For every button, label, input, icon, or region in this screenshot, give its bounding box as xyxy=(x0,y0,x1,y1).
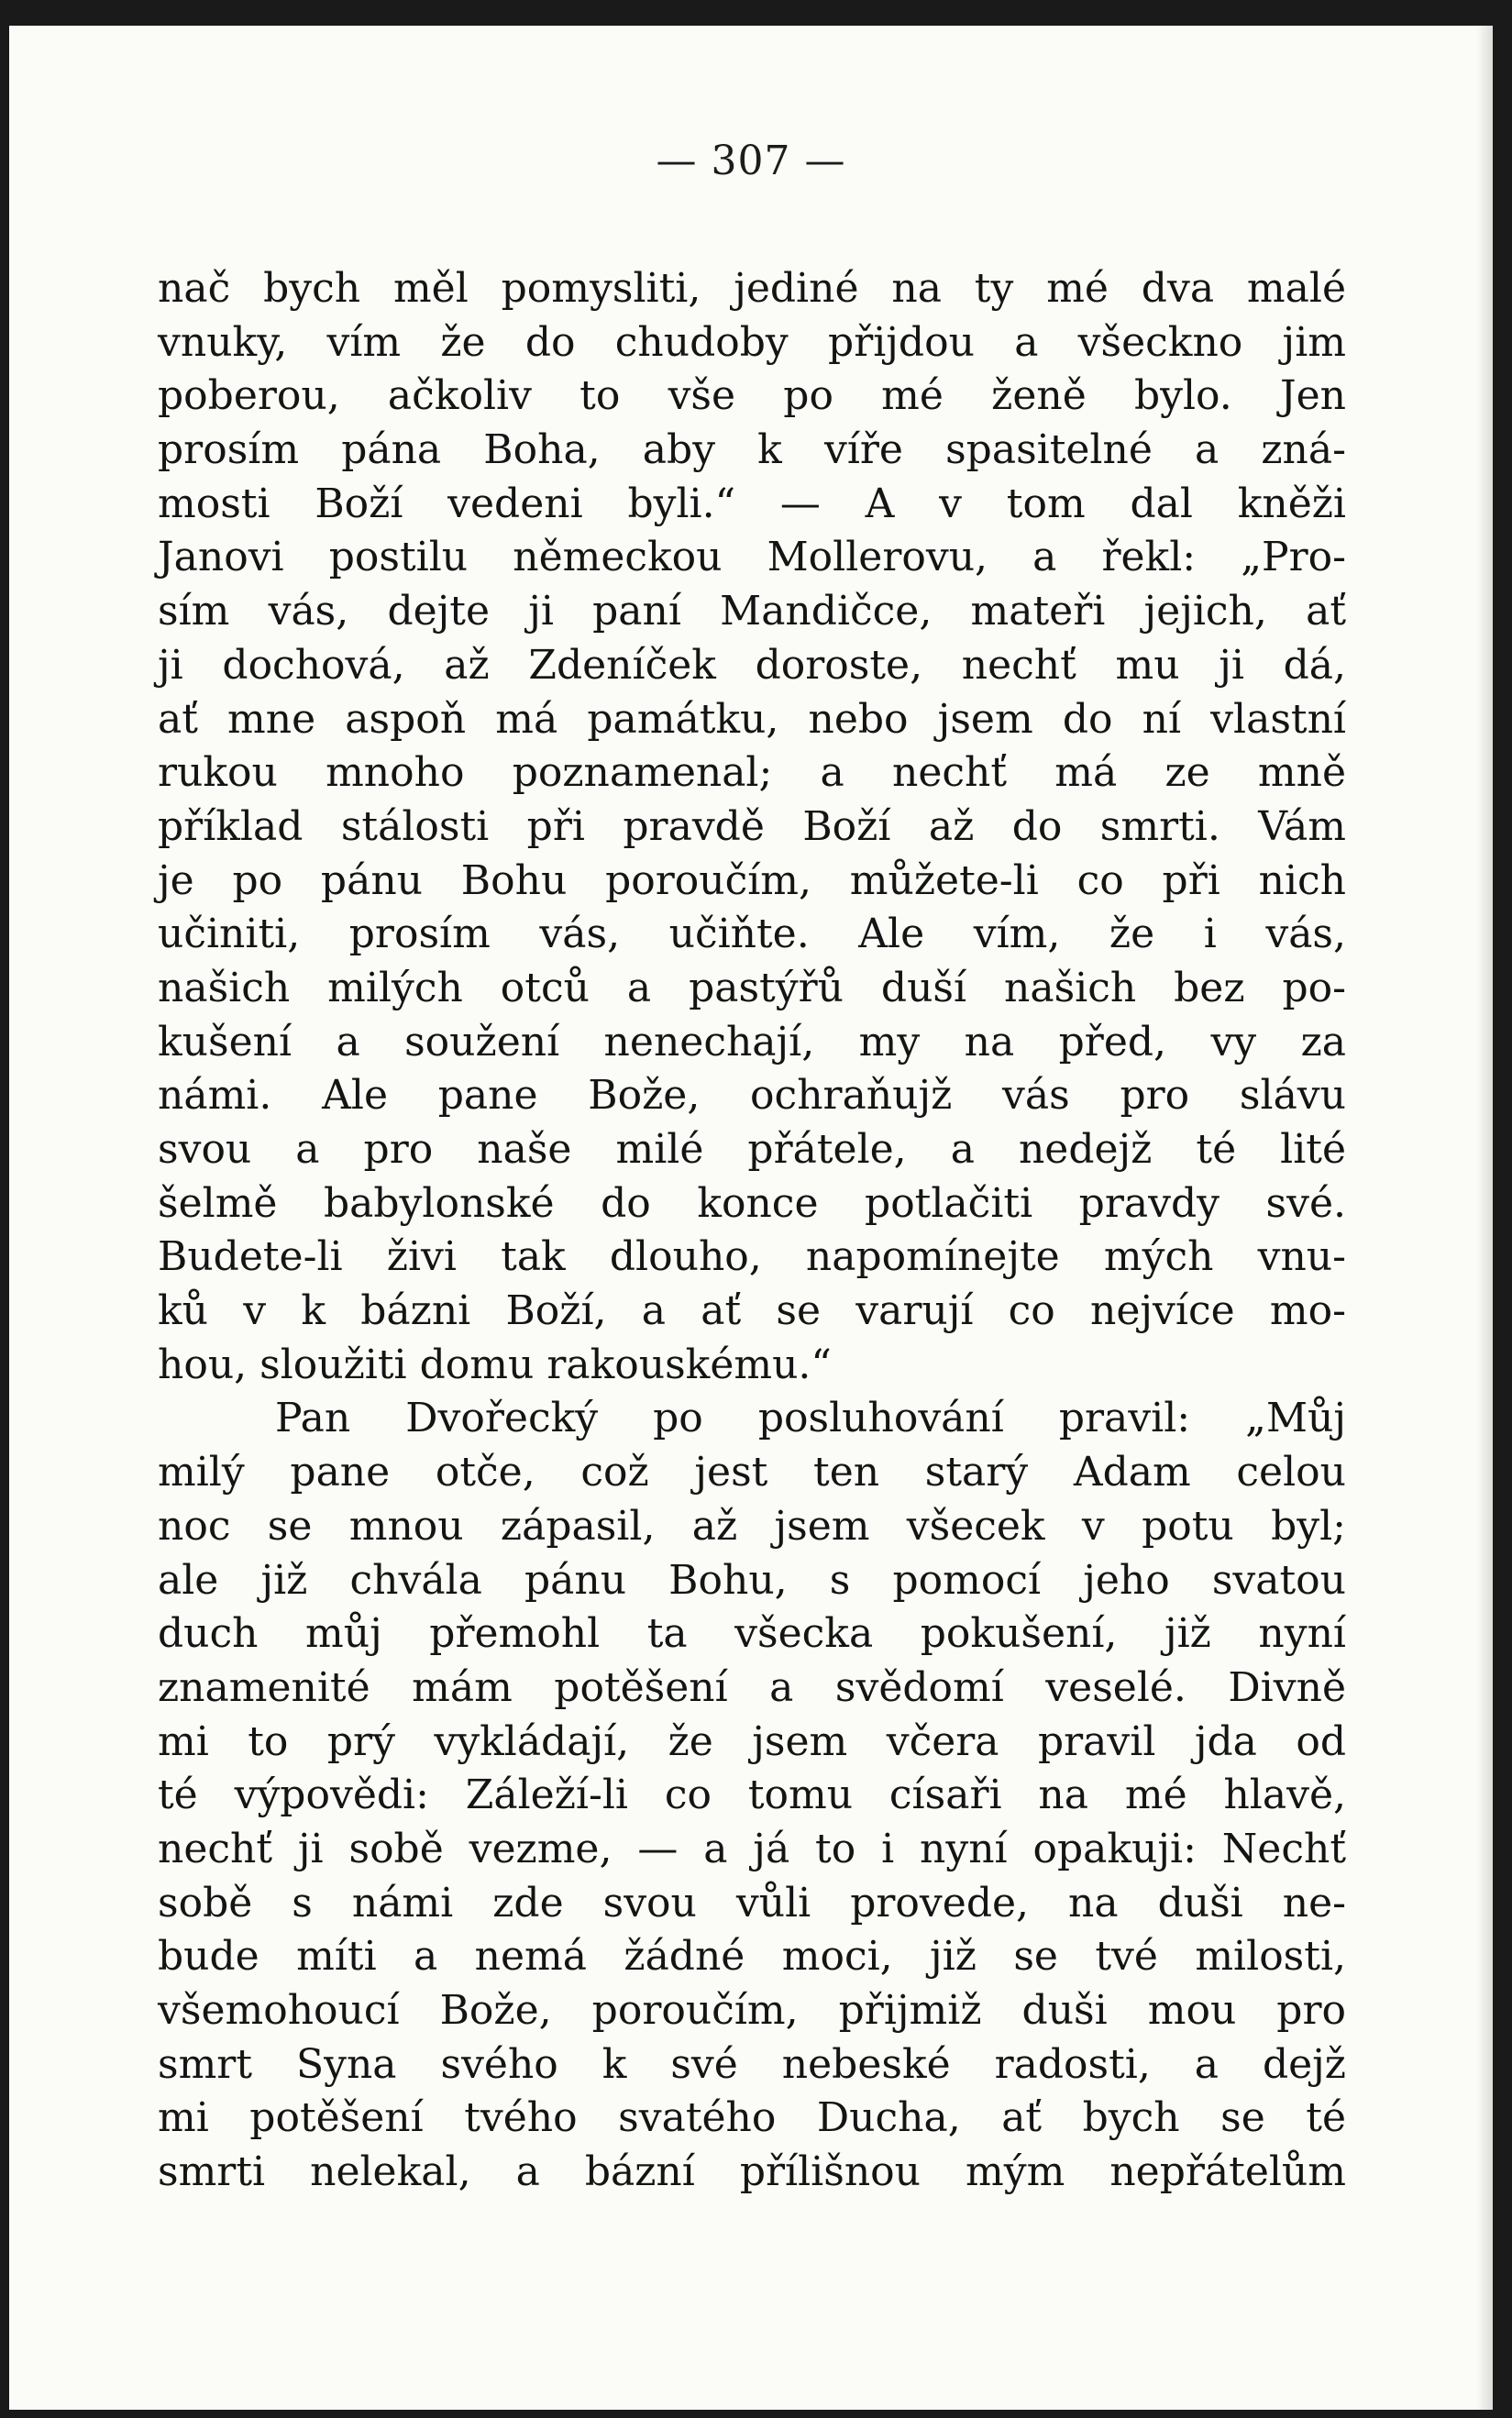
text-line: rukou mnoho poznamenal; a nechť má ze mně xyxy=(158,749,1346,797)
text-line: prosím pána Boha, aby k víře spasitelné a zná- xyxy=(158,426,1346,474)
text-line: smrti nelekal, a bázní přílišnou mým nepřátelům xyxy=(158,2148,1346,2196)
text-line: znamenité mám potěšení a svědomí veselé. Divně xyxy=(158,1663,1346,1711)
text-line: mi to prý vykládají, že jsem včera pravil jda od xyxy=(158,1717,1346,1765)
text-line-paragraph-end: hou, sloužiti domu rakouskému.“ xyxy=(158,1341,832,1388)
text-line: učiniti, prosím vás, učiňte. Ale vím, že i vás, xyxy=(158,911,1346,958)
text-line: šelmě babylonské do konce potlačiti pravdy své. xyxy=(158,1179,1346,1227)
text-line: té výpovědi: Záleží-li co tomu císaři na mé hlavě, xyxy=(158,1772,1346,1819)
text-line: Janovi postilu německou Mollerovu, a řekl: „Pro- xyxy=(158,534,1346,581)
text-line: námi. Ale pane Bože, ochraňujž vás pro slávu xyxy=(158,1072,1346,1120)
text-line: kušení a soužení nenechají, my na před, vy za xyxy=(158,1018,1346,1065)
text-line: svou a pro naše milé přátele, a nedejž té lité xyxy=(158,1126,1346,1173)
body-text xyxy=(158,262,1346,2200)
text-line: ků v k bázni Boží, a ať se varují co nejvíce mo- xyxy=(158,1287,1346,1335)
text-line: ať mne aspoň má památku, nebo jsem do ní vlastní xyxy=(158,695,1346,743)
text-line: ji dochová, až Zdeníček doroste, nechť mu ji dá, xyxy=(158,641,1346,689)
text-line: milý pane otče, což jest ten starý Adam celou xyxy=(158,1449,1346,1496)
text-line: nechť ji sobě vezme, — a já to i nyní opakuji: Nechť xyxy=(158,1825,1346,1872)
page-number: — 307 — xyxy=(656,138,846,184)
text-line: vnuky, vím že do chudoby přijdou a všeckno jim xyxy=(158,318,1346,366)
text-line: všemohoucí Bože, poroučím, přijmiž duši mou pro xyxy=(158,1987,1346,2034)
text-line: je po pánu Bohu poroučím, můžete-li co při nich xyxy=(158,856,1346,904)
text-line: mosti Boží vedeni byli.“ — A v tom dal kněži xyxy=(158,480,1346,527)
text-line: poberou, ačkoliv to vše po mé ženě bylo. Jen xyxy=(158,372,1346,420)
text-line: bude míti a nemá žádné moci, již se tvé milosti, xyxy=(158,1933,1346,1981)
page-edge-shadow xyxy=(1476,26,1493,2410)
text-line: sím vás, dejte ji paní Mandičce, mateři jejich, ať xyxy=(158,588,1346,635)
text-line: mi potěšení tvého svatého Ducha, ať bych se té xyxy=(158,2094,1346,2142)
text-line: duch můj přemohl ta všecka pokušení, již nyní xyxy=(158,1610,1346,1658)
text-line: našich milých otců a pastýřů duší našich bez po- xyxy=(158,964,1346,1011)
text-line: příklad stálosti při pravdě Boží až do smrti. Vám xyxy=(158,802,1346,850)
text-line: noc se mnou zápasil, až jsem všecek v potu byl; xyxy=(158,1502,1346,1550)
text-line: smrt Syna svého k své nebeské radosti, a dejž xyxy=(158,2040,1346,2088)
text-line: sobě s námi zde svou vůli provede, na duši ne- xyxy=(158,1879,1346,1927)
book-page xyxy=(9,26,1493,2410)
text-line-paragraph-start: Pan Dvořecký po posluhování pravil: „Můj xyxy=(275,1395,1346,1442)
text-line: Budete-li živi tak dlouho, napomínejte mých vnu- xyxy=(158,1233,1346,1281)
text-line: ale již chvála pánu Bohu, s pomocí jeho svatou xyxy=(158,1556,1346,1604)
text-line: nač bych měl pomysliti, jediné na ty mé dva malé xyxy=(158,265,1346,312)
